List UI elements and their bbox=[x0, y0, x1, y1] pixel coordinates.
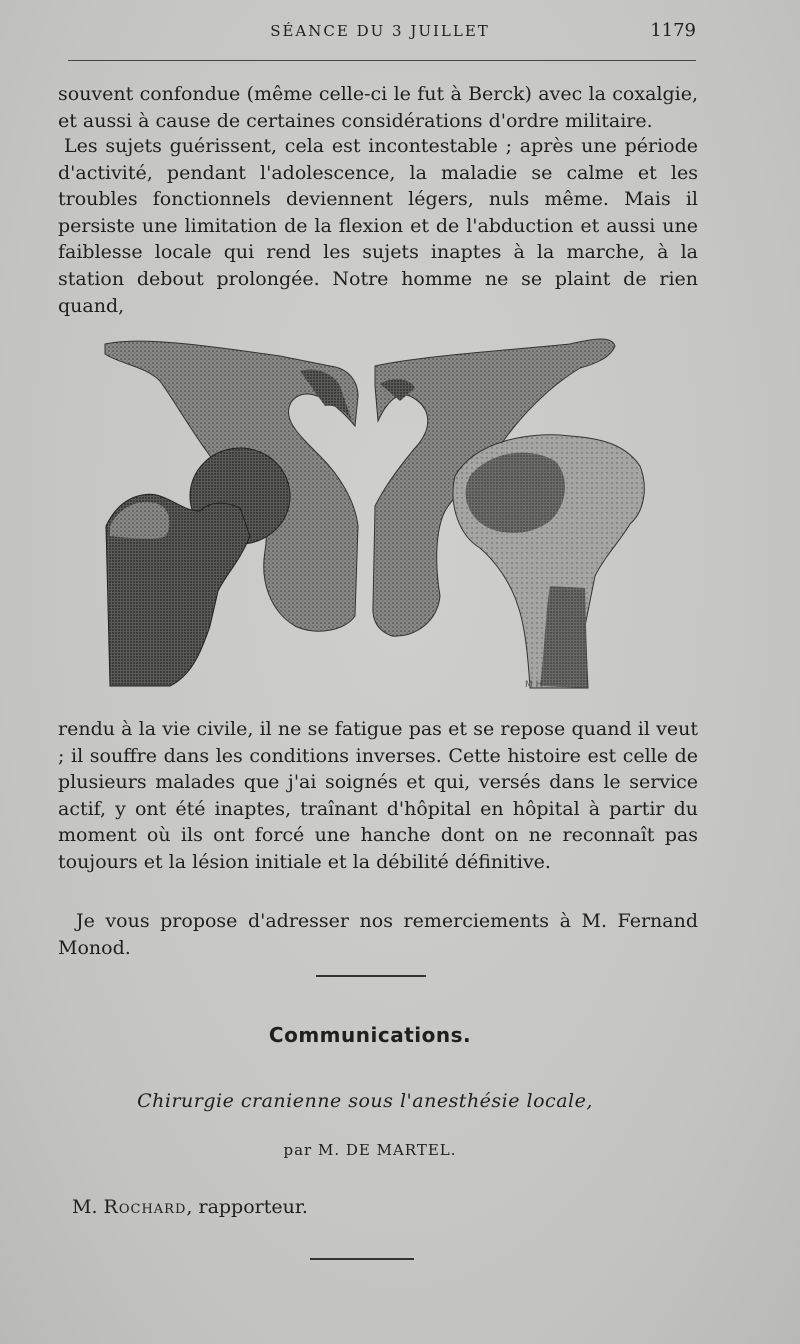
rapporteur-name: Rochard bbox=[103, 1196, 187, 1218]
header-rule bbox=[68, 60, 696, 61]
paragraph-4: Je vous propose d'adresser nos remerciements à M. Fernand Monod. bbox=[58, 910, 698, 959]
end-divider bbox=[310, 1258, 414, 1260]
hip-joint-illustration bbox=[100, 326, 650, 696]
rapporteur-line bbox=[72, 1196, 308, 1218]
article-author: par M. DE MARTEL. bbox=[283, 1141, 457, 1159]
page-number: 1179 bbox=[650, 20, 696, 41]
running-title: SÉANCE DU 3 JUILLET bbox=[270, 22, 490, 40]
paragraph-3: rendu à la vie civile, il ne se fatigue pas et se repose quand il veut ; il souffre dans les conditions inverses. Cette histoire est celle de plusieurs malades que j'ai soignés et qui, versés dans le service actif, y ont été inaptes, traînant d'hôpital en hôpital à partir du moment où ils ont forcé une hanche dont on ne reconnaît pas toujours et la lésion initiale et la débilité définitive. bbox=[58, 718, 698, 873]
paragraph-1: souvent confondue (même celle-ci le fut à Berck) avec la coxalgie, et aussi à cause de certaines considérations d'ordre militaire. bbox=[58, 83, 698, 132]
left-femur bbox=[106, 448, 290, 686]
figure-signature: M H bbox=[525, 680, 543, 690]
article-title: Chirurgie cranienne sous l'anesthésie locale, bbox=[137, 1090, 593, 1112]
running-head bbox=[60, 18, 700, 46]
right-femur bbox=[453, 435, 644, 688]
rapporteur-prefix: M. bbox=[72, 1196, 98, 1218]
rapporteur-role: , rapporteur. bbox=[186, 1196, 308, 1218]
section-divider bbox=[316, 975, 426, 977]
paragraph-2: Les sujets guérissent, cela est incontestable ; après une période d'activité, pendant l'adolescence, la maladie se calme et les troubles fonctionnels deviennent légers, nuls même. Mais il persiste une limitation de la flexion et de l'abduction et aussi une faiblesse locale qui rend les sujets inaptes à la marche, à la station debout prolongée. Notre homme ne se plaint de rien quand, bbox=[58, 135, 698, 317]
section-heading: Communications. bbox=[268, 1023, 472, 1047]
